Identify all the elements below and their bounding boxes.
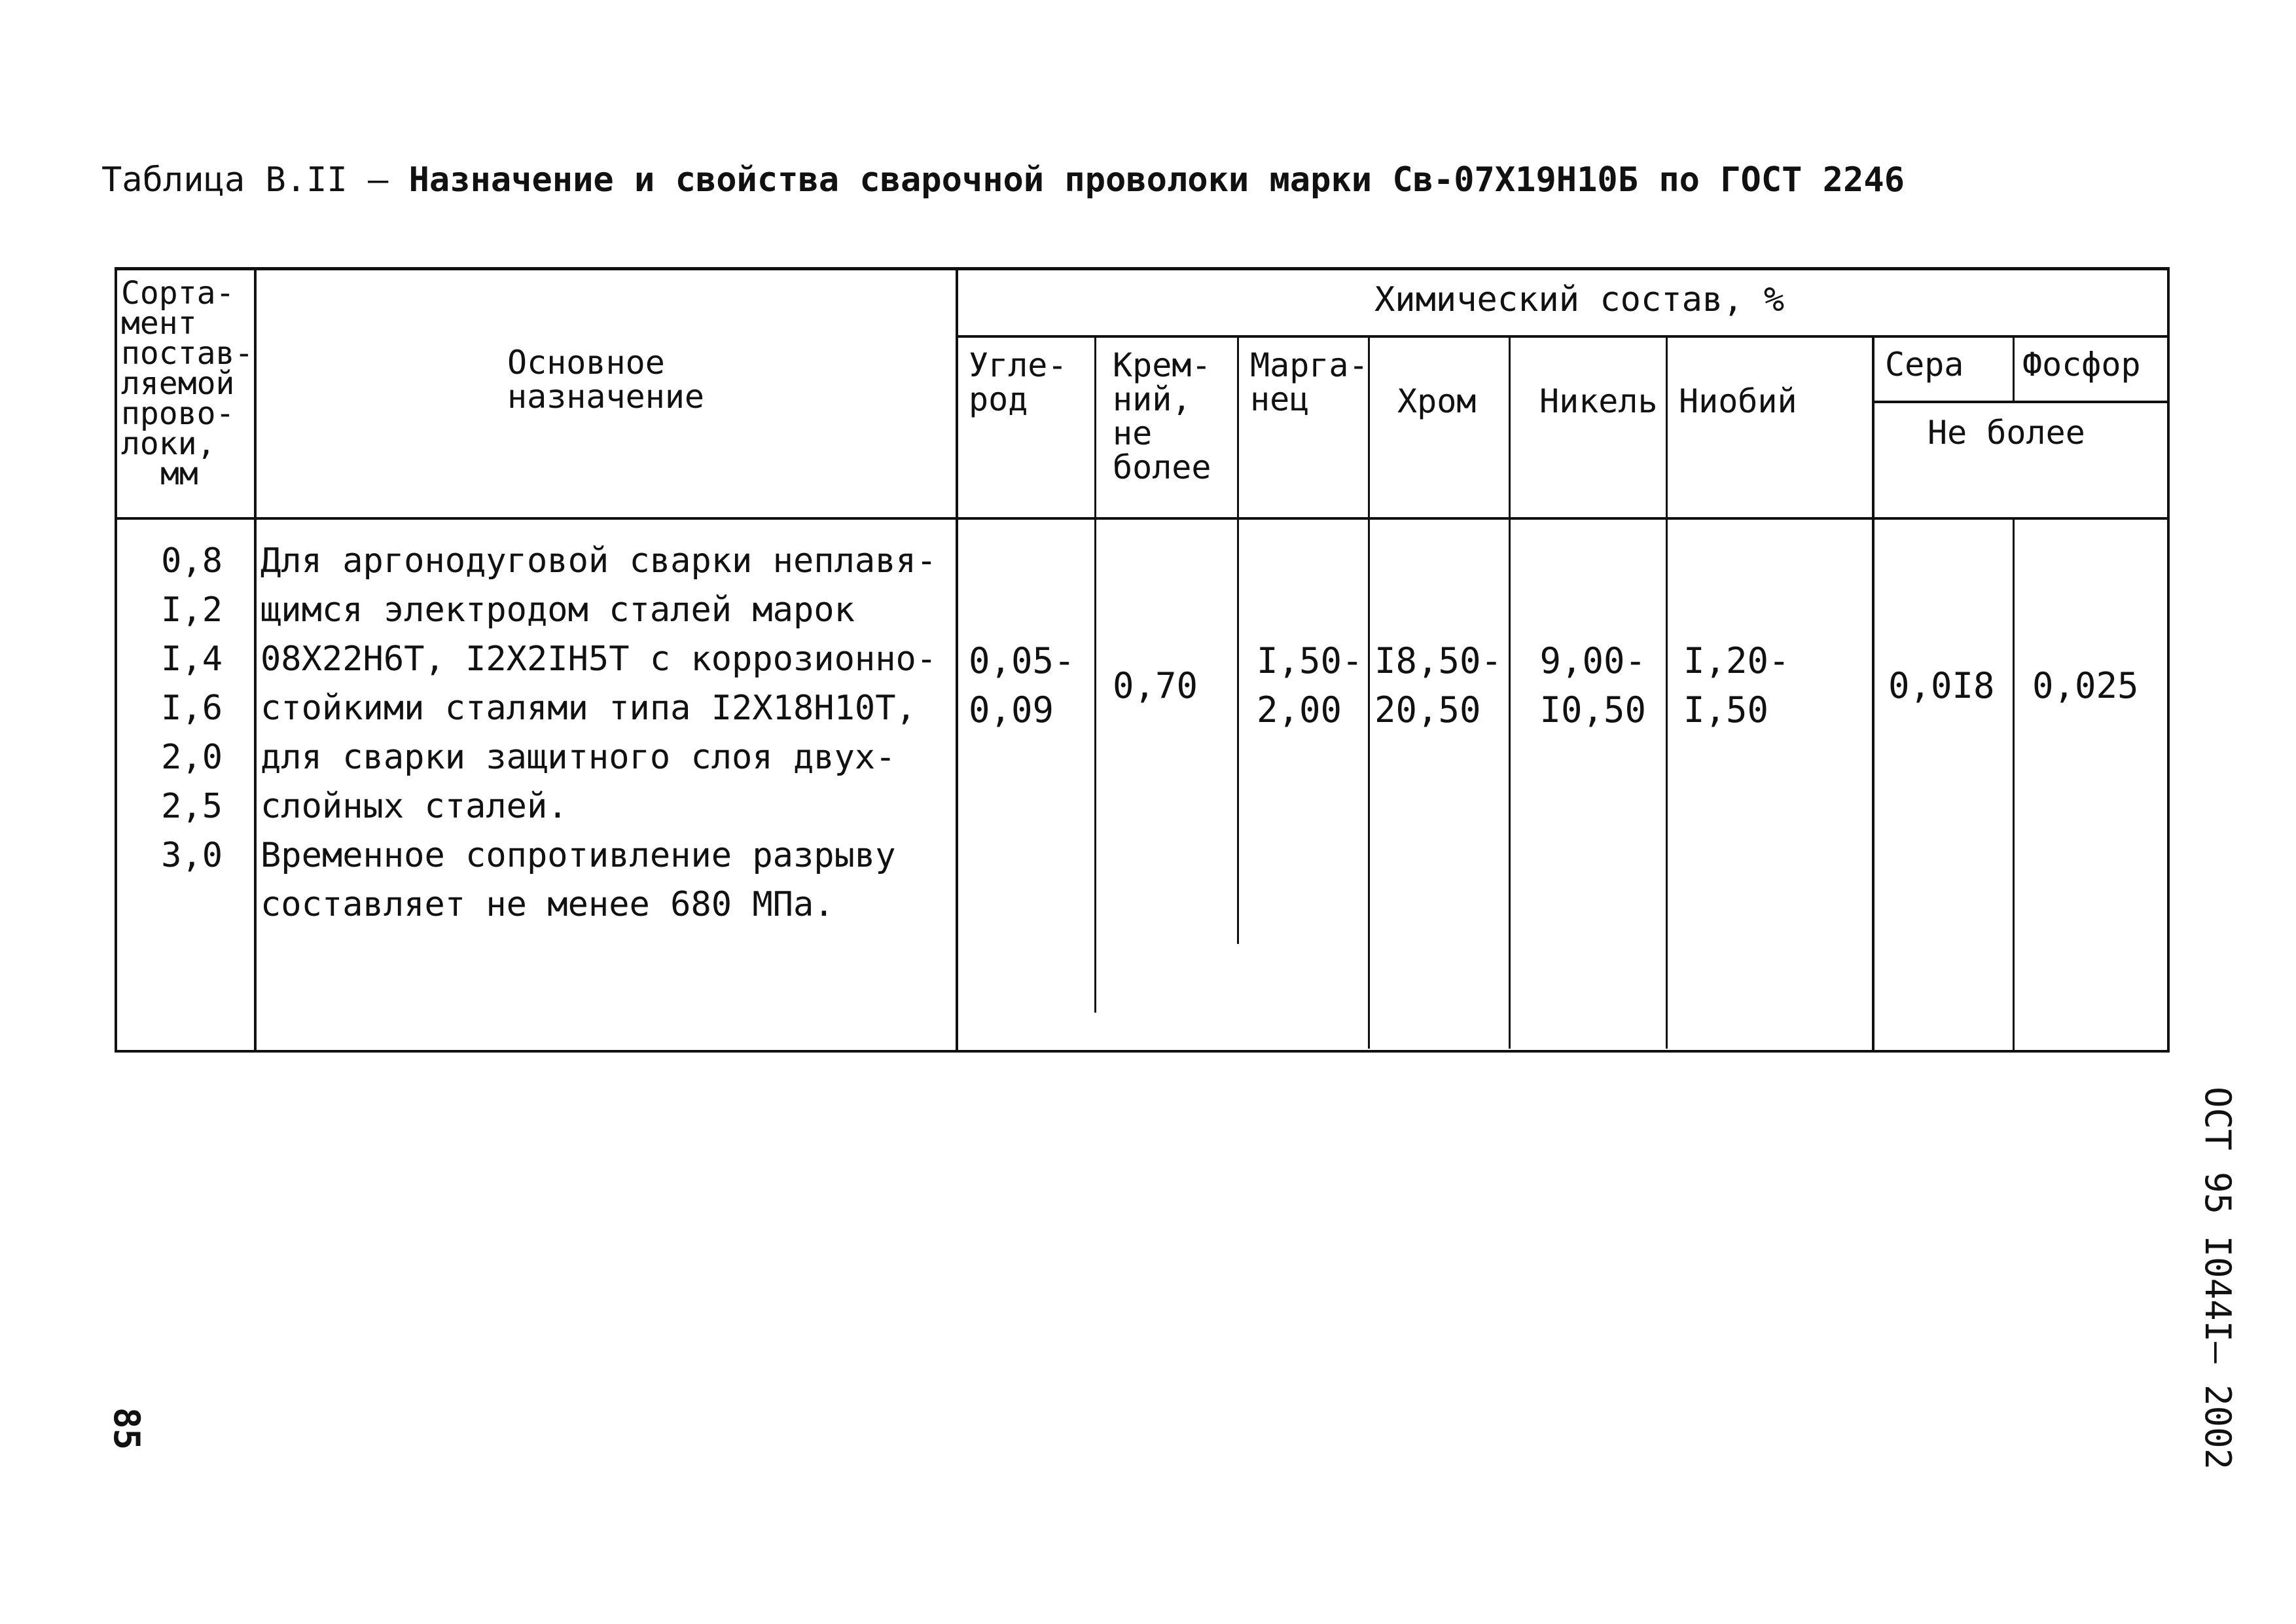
size-item: 3,0: [161, 836, 223, 875]
header-manganese: [1250, 348, 1369, 416]
purpose-line: щимся электродом сталей марок: [260, 590, 855, 630]
table-right-rule: [2167, 267, 2170, 1053]
header-purpose-line: назначение: [507, 378, 705, 416]
purpose-line: Для аргонодуговой сварки неплавя-: [260, 541, 937, 581]
header-silicon-line: более: [1113, 448, 1211, 486]
col-rule-nickel: [1666, 335, 1668, 1049]
header-niobium: Ниобий: [1679, 382, 1797, 420]
purpose-text: [260, 537, 937, 929]
value-carbon-line: 0,05-: [969, 640, 1075, 681]
document-code: ОСТ 95 I044I– 2002: [2197, 1087, 2238, 1470]
value-chromium: [1374, 636, 1502, 734]
header-chromium: Хром: [1397, 382, 1477, 420]
table-bottom-rule: [115, 1050, 2170, 1053]
header-manganese-line: Марга-: [1250, 346, 1369, 384]
header-phosphorus: Фосфор: [2022, 346, 2141, 384]
header-assortment-line: прово-: [121, 395, 235, 432]
header-assortment-line: ляемой: [121, 365, 235, 402]
col-rule-silicon: [1237, 335, 1239, 944]
value-manganese-line: I,50-: [1257, 640, 1363, 681]
header-silicon: [1113, 348, 1211, 484]
header-assortment-line: локи,: [121, 425, 216, 462]
value-carbon: [969, 636, 1075, 734]
col-rule-niobium: [1872, 335, 1874, 1053]
header-manganese-line: нец: [1250, 380, 1310, 418]
header-not-more: Не более: [1928, 414, 2085, 452]
size-item: 0,8: [161, 541, 223, 581]
col-rule-carbon: [1094, 335, 1096, 1013]
size-item: 2,0: [161, 738, 223, 777]
header-purpose-line: Основное: [507, 344, 665, 382]
header-silicon-line: ний,: [1113, 380, 1192, 418]
table-caption: [101, 160, 1905, 200]
value-nickel-line: I0,50: [1539, 689, 1646, 731]
page-number: 85: [106, 1407, 147, 1451]
table-top-rule: [115, 267, 2170, 270]
size-list: [141, 537, 223, 880]
value-nickel: [1522, 636, 1646, 734]
value-chromium-line: I8,50-: [1374, 640, 1503, 681]
size-item: I,6: [161, 689, 223, 728]
col-rule-assortment: [254, 267, 257, 1053]
header-purpose: [507, 346, 704, 414]
header-assortment-line: мент: [121, 305, 197, 342]
value-manganese: [1257, 636, 1363, 734]
table-left-rule: [115, 267, 117, 1053]
header-assortment-line: мм: [160, 456, 198, 492]
header-sulfur: Сера: [1885, 346, 1964, 384]
purpose-line: для сварки защитного слоя двух-: [260, 738, 896, 777]
value-silicon: 0,70: [1113, 665, 1198, 706]
value-niobium-line: I,20-: [1683, 640, 1790, 681]
header-assortment-line: постав-: [121, 335, 254, 372]
header-chem-composition: Химический состав, %: [1374, 280, 1785, 319]
header-silicon-line: Крем-: [1113, 346, 1211, 384]
table-caption-prefix: Таблица В.II –: [101, 160, 409, 200]
table-caption-text: Назначение и свойства сварочной проволоки марки Св-07Х19Н10Б по ГОСТ 2246: [408, 160, 1905, 200]
chem-header-rule: [956, 335, 2170, 338]
size-item: 2,5: [161, 787, 223, 826]
value-chromium-line: 20,50: [1374, 689, 1481, 731]
col-rule-chromium: [1509, 335, 1511, 1049]
col-rule-sulfur-body: [2013, 520, 2015, 1050]
col-rule-purpose: [956, 267, 958, 1053]
value-carbon-line: 0,09: [969, 689, 1054, 731]
header-carbon-line: род: [969, 380, 1028, 418]
purpose-line: слойных сталей.: [260, 787, 568, 826]
value-phosphorus: 0,025: [2032, 665, 2139, 706]
purpose-line: составляет не менее 680 МПа.: [260, 885, 834, 924]
header-assortment-line: Сорта-: [121, 275, 235, 312]
not-more-rule: [1872, 401, 2170, 403]
col-rule-sulfur: [2013, 335, 2015, 401]
value-niobium: [1683, 636, 1790, 734]
header-silicon-line: не: [1113, 414, 1153, 452]
value-sulfur: 0,0I8: [1888, 665, 1995, 706]
header-nickel: Никель: [1539, 382, 1658, 420]
col-rule-manganese: [1368, 335, 1370, 1049]
value-manganese-line: 2,00: [1257, 689, 1342, 731]
value-niobium-line: I,50: [1683, 689, 1769, 731]
purpose-line: 08Х22Н6Т, I2Х2IН5Т с коррозионно-: [260, 640, 937, 679]
purpose-line: стойкими сталями типа I2Х18Н10Т,: [260, 689, 916, 728]
size-item: I,2: [161, 590, 223, 630]
value-nickel-line: 9,00-: [1539, 640, 1646, 681]
purpose-line: Временное сопротивление разрыву: [260, 836, 896, 875]
size-item: I,4: [161, 640, 223, 679]
header-carbon-line: Угле-: [969, 346, 1067, 384]
header-assortment: [121, 275, 254, 492]
header-carbon: [969, 348, 1067, 416]
header-bottom-rule: [115, 517, 2170, 520]
